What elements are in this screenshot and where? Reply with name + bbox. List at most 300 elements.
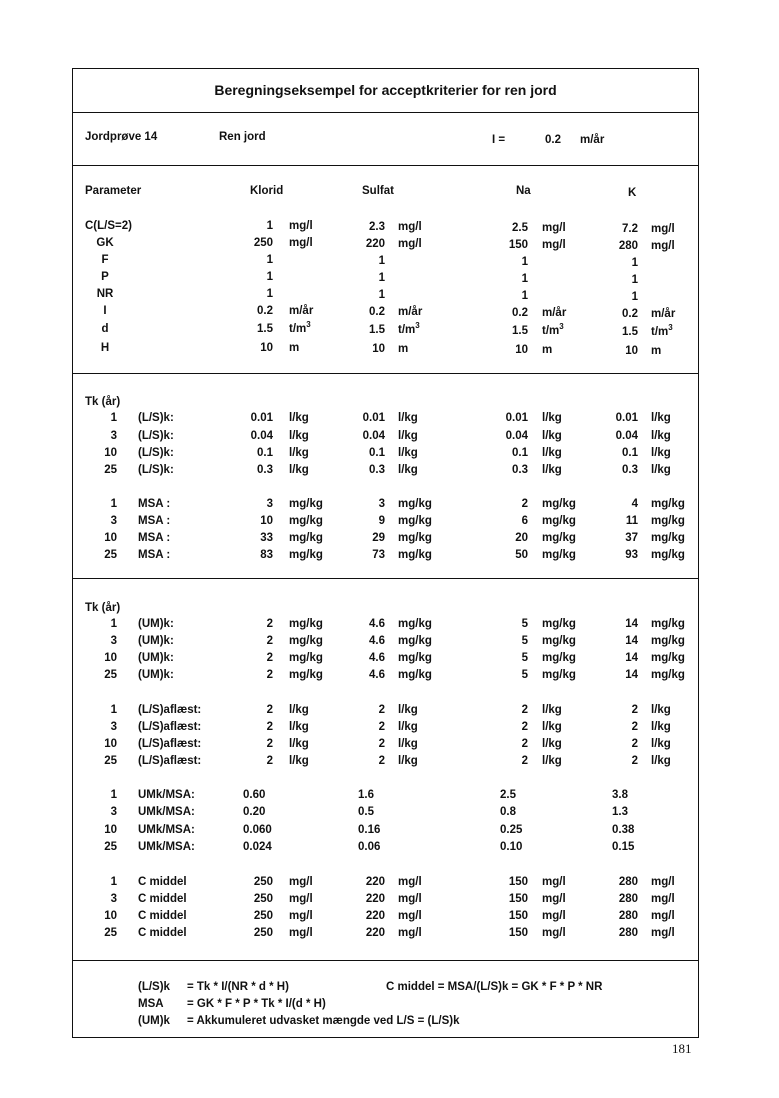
msa-row-value: 83 [260, 549, 273, 561]
i-unit: m/år [580, 134, 605, 146]
cmiddel-row-unit: mg/l [542, 910, 566, 922]
cmiddel-row-value: 220 [365, 893, 385, 905]
ls-row-value: 0.04 [615, 430, 638, 442]
lsa-row-value: 2 [266, 755, 273, 767]
ls-row-tk: 25 [104, 464, 117, 476]
um-row-unit: mg/kg [542, 652, 576, 664]
msa-row-unit: mg/kg [289, 498, 323, 510]
cmiddel-row-value: 280 [618, 893, 638, 905]
lsa-row-unit: l/kg [289, 755, 309, 767]
i-value: 0.2 [545, 134, 561, 146]
cmiddel-row-unit: mg/l [651, 893, 675, 905]
ls-row-name: (L/S)k: [138, 430, 174, 442]
um-row-unit: mg/kg [651, 635, 685, 647]
lsa-row-value: 2 [521, 704, 528, 716]
divider [72, 112, 699, 113]
param-unit: m/år [542, 307, 567, 319]
superscript: 3 [306, 320, 311, 330]
msa-row-unit: mg/kg [289, 549, 323, 561]
lsa-row-tk: 1 [110, 704, 117, 716]
superscript: 3 [668, 323, 673, 333]
col-header-sulfat: Sulfat [362, 185, 394, 197]
cmiddel-row-value: 150 [508, 910, 528, 922]
ls-row-value: 0.01 [505, 412, 528, 424]
lsa-row-value: 2 [521, 755, 528, 767]
msa-row-tk: 3 [110, 515, 117, 527]
ls-row-value: 0.1 [369, 447, 385, 459]
ls-row-tk: 1 [110, 412, 117, 424]
cmiddel-row-unit: mg/l [651, 876, 675, 888]
cmiddel-row-value: 150 [508, 927, 528, 939]
lsa-row-name: (L/S)aflæst: [138, 738, 202, 750]
ls-row-tk: 10 [104, 447, 117, 459]
lsa-row-value: 2 [378, 755, 385, 767]
um-row-value: 5 [521, 652, 528, 664]
lsa-row-value: 2 [266, 721, 273, 733]
lsa-row-unit: l/kg [542, 704, 562, 716]
lsa-row-value: 2 [266, 704, 273, 716]
param-value: 1 [378, 272, 385, 284]
param-value: 1 [378, 255, 385, 267]
superscript: 3 [559, 322, 564, 332]
ratio-row-value: 0.060 [243, 824, 272, 836]
param-value: 0.2 [622, 308, 638, 320]
formula-rhs: = Akkumuleret udvasket mængde ved L/S = (L/S)k [187, 1015, 460, 1027]
msa-row-value: 3 [378, 498, 385, 510]
ratio-row-value: 0.06 [358, 841, 381, 853]
msa-row-value: 20 [515, 532, 528, 544]
cmiddel-row-unit: mg/l [542, 893, 566, 905]
ls-row-unit: l/kg [289, 464, 309, 476]
um-row-value: 4.6 [369, 669, 385, 681]
param-value: 1.5 [622, 326, 638, 338]
param-unit: $t/m^3$ [289, 320, 311, 335]
um-row-unit: mg/kg [289, 635, 323, 647]
formula-lhs: (UM)k [138, 1015, 170, 1027]
ratio-row-name: UMk/MSA: [138, 806, 195, 818]
msa-row-name: MSA : [138, 549, 171, 561]
msa-row-unit: mg/kg [398, 549, 432, 561]
msa-row-unit: mg/kg [542, 515, 576, 527]
cmiddel-row-name: C middel [138, 927, 187, 939]
divider [72, 960, 699, 961]
lsa-row-unit: l/kg [542, 721, 562, 733]
cmiddel-row-name: C middel [138, 893, 187, 905]
param-unit: m [398, 343, 409, 355]
ls-row-name: (L/S)k: [138, 464, 174, 476]
ls-row-unit: l/kg [289, 412, 309, 424]
um-row-unit: mg/kg [289, 652, 323, 664]
param-unit: mg/l [542, 222, 566, 234]
um-row-value: 14 [625, 652, 638, 664]
lsa-row-tk: 3 [110, 721, 117, 733]
ls-row-unit: l/kg [398, 430, 418, 442]
um-row-unit: mg/kg [398, 652, 432, 664]
um-row-name: (UM)k: [138, 618, 174, 630]
msa-row-name: MSA : [138, 532, 171, 544]
ratio-row-value: 0.8 [500, 806, 516, 818]
cmiddel-row-value: 250 [253, 876, 273, 888]
ls-row-value: 0.1 [622, 447, 638, 459]
um-row-unit: mg/kg [651, 669, 685, 681]
cmiddel-row-unit: mg/l [542, 927, 566, 939]
param-label: C(L/S=2) [85, 220, 132, 232]
ls-row-unit: l/kg [542, 412, 562, 424]
lsa-row-unit: l/kg [289, 721, 309, 733]
param-label: GK [96, 237, 114, 249]
cmiddel-row-unit: mg/l [651, 927, 675, 939]
param-label: d [101, 323, 109, 335]
formula-lhs: MSA [138, 998, 164, 1010]
msa-row-unit: mg/kg [651, 515, 685, 527]
cmiddel-row-tk: 1 [110, 876, 117, 888]
cmiddel-row-value: 220 [365, 910, 385, 922]
lsa-row-value: 2 [266, 738, 273, 750]
um-row-value: 14 [625, 669, 638, 681]
lsa-row-value: 2 [631, 738, 638, 750]
cmiddel-row-value: 280 [618, 927, 638, 939]
um-row-unit: mg/kg [289, 618, 323, 630]
msa-row-value: 3 [266, 498, 273, 510]
ls-row-value: 0.3 [257, 464, 273, 476]
lsa-row-tk: 10 [104, 738, 117, 750]
col-header-klorid: Klorid [250, 185, 284, 197]
param-label: F [101, 254, 109, 266]
msa-row-unit: mg/kg [542, 498, 576, 510]
msa-row-name: MSA : [138, 498, 171, 510]
param-label: I [103, 305, 107, 317]
msa-row-value: 4 [631, 498, 638, 510]
um-row-value: 14 [625, 618, 638, 630]
um-row-name: (UM)k: [138, 635, 174, 647]
ratio-row-value: 0.20 [243, 806, 266, 818]
msa-row-unit: mg/kg [398, 532, 432, 544]
formula-cmiddel: C middel = MSA/(L/S)k = GK * F * P * NR [386, 981, 603, 993]
ratio-row-value: 0.38 [612, 824, 635, 836]
ls-row-value: 0.1 [257, 447, 273, 459]
lsa-row-unit: l/kg [289, 704, 309, 716]
um-row-unit: mg/kg [289, 669, 323, 681]
um-row-unit: mg/kg [542, 669, 576, 681]
um-row-tk: 25 [104, 669, 117, 681]
lsa-row-name: (L/S)aflæst: [138, 755, 202, 767]
lsa-row-unit: l/kg [398, 738, 418, 750]
param-value: 250 [253, 237, 273, 249]
col-header-parameter: Parameter [85, 185, 142, 197]
param-unit: mg/l [398, 221, 422, 233]
lsa-row-unit: l/kg [398, 721, 418, 733]
cmiddel-row-tk: 10 [104, 910, 117, 922]
um-row-value: 5 [521, 618, 528, 630]
ratio-row-tk: 3 [110, 806, 117, 818]
msa-row-tk: 10 [104, 532, 117, 544]
um-row-tk: 1 [110, 618, 117, 630]
lsa-row-unit: l/kg [542, 738, 562, 750]
cmiddel-row-unit: mg/l [398, 893, 422, 905]
um-row-unit: mg/kg [651, 618, 685, 630]
param-value: 10 [625, 345, 638, 357]
formula-rhs: = Tk * I/(NR * d * H) [187, 981, 289, 993]
um-row-value: 2 [266, 635, 273, 647]
formula-rhs: = GK * F * P * Tk * I/(d * H) [187, 998, 326, 1010]
col-header-k: K [628, 187, 637, 199]
lsa-row-unit: l/kg [651, 721, 671, 733]
lsa-row-value: 2 [378, 738, 385, 750]
ratio-row-name: UMk/MSA: [138, 789, 195, 801]
col-header-na: Na [516, 185, 531, 197]
cmiddel-row-unit: mg/l [289, 893, 313, 905]
param-unit: m/år [289, 305, 314, 317]
lsa-row-value: 2 [521, 721, 528, 733]
ls-row-value: 0.3 [369, 464, 385, 476]
page-title: Beregningseksempel for acceptkriterier for ren jord [214, 82, 557, 98]
formula-lhs: (L/S)k [138, 981, 170, 993]
ratio-row-value: 3.8 [612, 789, 628, 801]
param-value: 1 [266, 254, 273, 266]
ls-row-value: 0.04 [250, 430, 273, 442]
cmiddel-row-value: 150 [508, 893, 528, 905]
ls-row-value: 0.3 [512, 464, 528, 476]
cmiddel-row-value: 220 [365, 927, 385, 939]
um-row-unit: mg/kg [542, 635, 576, 647]
msa-row-tk: 25 [104, 549, 117, 561]
param-value: 1 [266, 271, 273, 283]
msa-row-unit: mg/kg [398, 498, 432, 510]
lsa-row-unit: l/kg [398, 704, 418, 716]
um-row-value: 5 [521, 635, 528, 647]
param-value: 0.2 [369, 306, 385, 318]
param-value: 0.2 [512, 307, 528, 319]
param-unit: $t/m^3$ [651, 323, 673, 338]
param-value: 1 [631, 274, 638, 286]
param-unit: m [651, 345, 662, 357]
lsa-row-name: (L/S)aflæst: [138, 721, 202, 733]
param-unit: mg/l [651, 240, 675, 252]
cmiddel-row-value: 250 [253, 893, 273, 905]
msa-row-unit: mg/kg [542, 532, 576, 544]
ls-row-unit: l/kg [651, 430, 671, 442]
param-value: 2.3 [369, 221, 385, 233]
param-value: 1.5 [369, 324, 385, 336]
lsa-row-name: (L/S)aflæst: [138, 704, 202, 716]
ratio-row-name: UMk/MSA: [138, 841, 195, 853]
msa-row-value: 37 [625, 532, 638, 544]
divider [72, 373, 699, 374]
msa-row-value: 2 [521, 498, 528, 510]
msa-row-unit: mg/kg [398, 515, 432, 527]
lsa-row-unit: l/kg [289, 738, 309, 750]
msa-row-unit: mg/kg [289, 532, 323, 544]
param-value: 2.5 [512, 222, 528, 234]
tk-label: Tk (år) [85, 396, 121, 408]
cmiddel-row-tk: 3 [110, 893, 117, 905]
param-unit: m/år [398, 306, 423, 318]
ratio-row-value: 0.60 [243, 789, 266, 801]
lsa-row-unit: l/kg [651, 738, 671, 750]
lsa-row-value: 2 [521, 738, 528, 750]
param-value: 1 [521, 256, 528, 268]
ls-row-value: 0.3 [622, 464, 638, 476]
ls-row-unit: l/kg [398, 412, 418, 424]
param-value: 10 [515, 344, 528, 356]
ratio-row-value: 1.6 [358, 789, 374, 801]
cmiddel-row-unit: mg/l [289, 927, 313, 939]
msa-row-value: 33 [260, 532, 273, 544]
param-value: 1 [266, 288, 273, 300]
msa-row-value: 9 [378, 515, 385, 527]
um-row-value: 14 [625, 635, 638, 647]
cmiddel-row-unit: mg/l [289, 876, 313, 888]
cmiddel-row-name: C middel [138, 910, 187, 922]
msa-row-value: 29 [372, 532, 385, 544]
msa-row-value: 6 [521, 515, 528, 527]
cmiddel-row-value: 280 [618, 876, 638, 888]
ratio-row-tk: 10 [104, 824, 117, 836]
ls-row-unit: l/kg [542, 447, 562, 459]
param-value: 1.5 [512, 325, 528, 337]
msa-row-name: MSA : [138, 515, 171, 527]
ls-row-unit: l/kg [289, 430, 309, 442]
ls-row-unit: l/kg [289, 447, 309, 459]
i-label: I = [492, 134, 506, 146]
ratio-row-value: 0.5 [358, 806, 374, 818]
param-unit: $t/m^3$ [398, 321, 420, 336]
ls-row-value: 0.04 [505, 430, 528, 442]
msa-row-value: 73 [372, 549, 385, 561]
um-row-name: (UM)k: [138, 669, 174, 681]
lsa-row-unit: l/kg [651, 704, 671, 716]
lsa-row-unit: l/kg [542, 755, 562, 767]
ls-row-unit: l/kg [542, 464, 562, 476]
um-row-tk: 10 [104, 652, 117, 664]
sample-id: Jordprøve 14 [85, 131, 158, 143]
um-row-value: 4.6 [369, 652, 385, 664]
ls-row-value: 0.1 [512, 447, 528, 459]
param-unit: mg/l [289, 237, 313, 249]
msa-row-unit: mg/kg [651, 532, 685, 544]
param-value: 1.5 [257, 323, 273, 335]
lsa-row-value: 2 [631, 755, 638, 767]
msa-row-unit: mg/kg [651, 498, 685, 510]
cmiddel-row-value: 220 [365, 876, 385, 888]
param-value: 10 [260, 342, 273, 354]
cmiddel-row-value: 150 [508, 876, 528, 888]
cmiddel-row-unit: mg/l [651, 910, 675, 922]
um-row-unit: mg/kg [398, 635, 432, 647]
lsa-row-unit: l/kg [398, 755, 418, 767]
lsa-row-value: 2 [378, 704, 385, 716]
msa-row-value: 93 [625, 549, 638, 561]
um-row-value: 5 [521, 669, 528, 681]
param-value: 280 [618, 240, 638, 252]
ls-row-unit: l/kg [542, 430, 562, 442]
ls-row-unit: l/kg [651, 447, 671, 459]
param-unit: mg/l [398, 238, 422, 250]
divider [72, 165, 699, 166]
ls-row-value: 0.01 [362, 412, 385, 424]
lsa-row-value: 2 [631, 721, 638, 733]
cmiddel-row-unit: mg/l [398, 876, 422, 888]
param-value: 1 [521, 290, 528, 302]
um-row-value: 2 [266, 669, 273, 681]
ls-row-value: 0.01 [250, 412, 273, 424]
param-value: 1 [631, 291, 638, 303]
param-value: 7.2 [622, 223, 638, 235]
ls-row-name: (L/S)k: [138, 447, 174, 459]
param-unit: mg/l [542, 239, 566, 251]
cmiddel-row-unit: mg/l [398, 910, 422, 922]
um-row-value: 4.6 [369, 635, 385, 647]
param-value: 1 [378, 289, 385, 301]
ls-row-unit: l/kg [651, 464, 671, 476]
lsa-row-value: 2 [631, 704, 638, 716]
divider [72, 578, 699, 579]
param-unit: m/år [651, 308, 676, 320]
um-row-value: 4.6 [369, 618, 385, 630]
msa-row-value: 10 [260, 515, 273, 527]
param-value: 10 [372, 343, 385, 355]
ratio-row-tk: 25 [104, 841, 117, 853]
param-unit: mg/l [289, 220, 313, 232]
ratio-row-value: 0.024 [243, 841, 272, 853]
ls-row-name: (L/S)k: [138, 412, 174, 424]
sample-name: Ren jord [219, 131, 266, 143]
um-row-value: 2 [266, 652, 273, 664]
param-value: 0.2 [257, 305, 273, 317]
ratio-row-value: 2.5 [500, 789, 516, 801]
lsa-row-value: 2 [378, 721, 385, 733]
param-unit: m [542, 344, 553, 356]
param-unit: $t/m^3$ [542, 322, 564, 337]
ls-row-tk: 3 [110, 430, 117, 442]
param-value: 1 [631, 257, 638, 269]
param-unit: m [289, 342, 300, 354]
msa-row-value: 50 [515, 549, 528, 561]
cmiddel-row-unit: mg/l [289, 910, 313, 922]
ls-row-unit: l/kg [651, 412, 671, 424]
ratio-row-value: 0.25 [500, 824, 523, 836]
superscript: 3 [415, 321, 420, 331]
ratio-row-value: 1.3 [612, 806, 628, 818]
um-row-unit: mg/kg [398, 669, 432, 681]
msa-row-unit: mg/kg [651, 549, 685, 561]
ls-row-unit: l/kg [398, 447, 418, 459]
ls-row-value: 0.04 [362, 430, 385, 442]
ratio-row-name: UMk/MSA: [138, 824, 195, 836]
page-number: 181 [672, 1041, 692, 1056]
cmiddel-row-name: C middel [138, 876, 187, 888]
ratio-row-value: 0.15 [612, 841, 635, 853]
param-value: 1 [266, 220, 273, 232]
cmiddel-row-value: 280 [618, 910, 638, 922]
um-row-unit: mg/kg [542, 618, 576, 630]
ratio-row-tk: 1 [110, 789, 117, 801]
msa-row-tk: 1 [110, 498, 117, 510]
tk-label: Tk (år) [85, 602, 121, 614]
ls-row-value: 0.01 [615, 412, 638, 424]
param-label: NR [96, 288, 114, 300]
um-row-value: 2 [266, 618, 273, 630]
um-row-unit: mg/kg [651, 652, 685, 664]
ratio-row-value: 0.16 [358, 824, 381, 836]
msa-row-value: 11 [625, 515, 638, 527]
msa-row-unit: mg/kg [289, 515, 323, 527]
cmiddel-row-value: 250 [253, 910, 273, 922]
cmiddel-row-unit: mg/l [398, 927, 422, 939]
um-row-name: (UM)k: [138, 652, 174, 664]
param-label: P [101, 271, 109, 283]
msa-row-unit: mg/kg [542, 549, 576, 561]
